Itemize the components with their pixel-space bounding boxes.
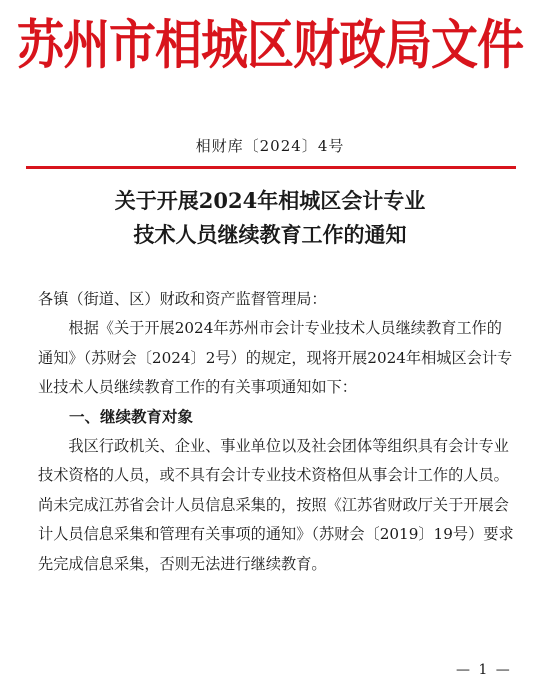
- notice-body: [38, 285, 516, 579]
- salutation: 各镇（街道、区）财政和资产监督管理局：: [38, 290, 327, 308]
- intro-paragraph: 根据《关于开展2024年苏州市会计专业技术人员继续教育工作的通知》（苏财会〔2024〕2号）的规定，现将开展2024年相城区会计专业技术人员继续教育工作的有关事项通知如下：: [38, 319, 513, 397]
- masthead-title: 苏州市相城区财政局文件: [17, 14, 523, 77]
- section-1-heading: 一、继续教育对象: [69, 407, 194, 426]
- page-number: — 1 —: [456, 662, 512, 678]
- notice-title-line-1: 关于开展2024年相城区会计专业: [114, 188, 426, 213]
- notice-title-line-2: 技术人员继续教育工作的通知: [133, 222, 407, 247]
- notice-title: [0, 184, 540, 252]
- section-1-paragraph: 我区行政机关、企业、事业单位以及社会团体等组织具有会计专业技术资格的人员，或不具有会计专业技术资格但从事会计工作的人员。尚未完成江苏省会计人员信息采集的，按照《江苏省财政厅关于开展会计人员信息采集和管理有关事项的通知》（苏财会〔2019〕19号）要求先完成信息采集，否则无法进行继续教育。: [38, 437, 514, 573]
- red-divider-line: [26, 166, 516, 169]
- document-number: 相财库〔2024〕4号: [195, 137, 345, 155]
